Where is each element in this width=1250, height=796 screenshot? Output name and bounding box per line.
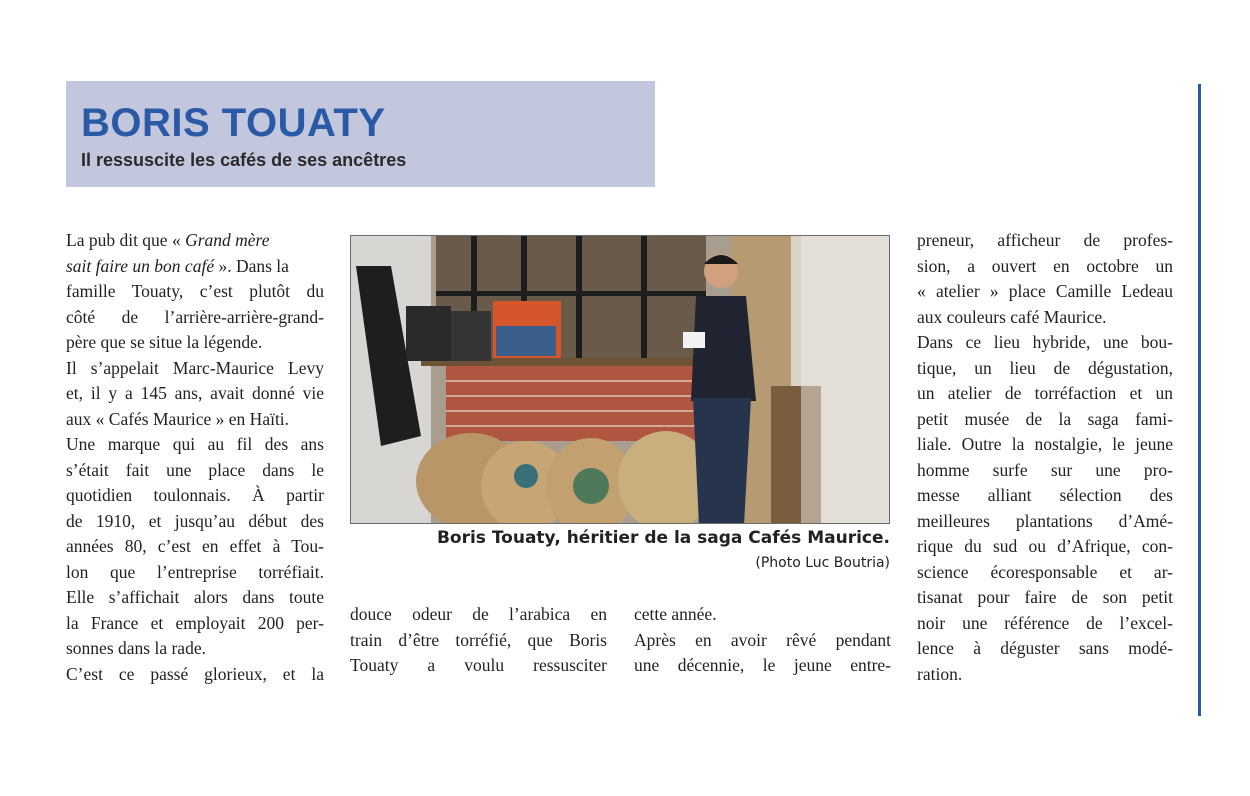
article-column-1 — [66, 228, 324, 687]
text-line: sonnes dans la rade. — [66, 638, 206, 658]
column-rule — [1198, 84, 1201, 716]
text-line: petit musée de la saga fami- — [917, 408, 1173, 429]
article-column-2 — [350, 602, 607, 679]
article-photo — [350, 235, 890, 524]
header-box — [66, 81, 655, 187]
text-line: la France et employait 200 per- — [66, 612, 324, 633]
text-line: père que se situe la légende. — [66, 332, 263, 352]
text-line: Il s’appelait Marc-Maurice Levy — [66, 357, 324, 378]
subheadline: Il ressuscite les cafés de ses ancêtres — [81, 150, 407, 170]
text-line: aux « Cafés Maurice » en Haïti. — [66, 408, 290, 429]
text-line: lence à déguster sans modé- — [917, 638, 1173, 658]
text-line: tique, un lieu de dégustation, — [917, 357, 1173, 378]
photo-caption: Boris Touaty, héritier de la saga Cafés Maurice. — [436, 528, 890, 548]
text-line: douce odeur de l’arabica en — [350, 604, 607, 624]
text-line: C’est ce passé glorieux, et la — [66, 663, 324, 684]
text-line: sait faire un bon café ». Dans la — [66, 255, 289, 276]
text-line: noir une référence de l’excel- — [917, 612, 1173, 633]
text-line: preneur, afficheur de profes- — [917, 230, 1173, 250]
text-line: « atelier » place Camille Ledeau — [917, 281, 1173, 301]
text-line: liale. Outre la nostalgie, le jeune — [917, 434, 1173, 454]
text-line: messe alliant sélection des — [917, 485, 1173, 505]
text-line: cette année. — [634, 604, 717, 624]
text-line: homme surfe sur une pro- — [917, 459, 1173, 480]
text-line: quotidien toulonnais. À partir — [66, 485, 324, 505]
text-line: famille Touaty, c’est plutôt du — [66, 281, 324, 301]
text-line: années 80, c’est en effet à Tou- — [66, 536, 324, 556]
text-line: et, il y a 145 ans, avait donné vie — [66, 383, 324, 403]
text-line: sion, a ouvert en octobre un — [917, 255, 1173, 276]
text-line: côté de l’arrière-arrière-grand- — [66, 306, 324, 327]
text-line: science écoresponsable et ar- — [917, 561, 1173, 582]
text-line: lon que l’entreprise torréfiait. — [66, 561, 324, 582]
text-line: Une marque qui au fil des ans — [66, 434, 324, 454]
text-line: Elle s’affichait alors dans toute — [66, 587, 324, 607]
text-line: Touaty a voulu ressusciter — [350, 655, 607, 675]
text-line: La pub dit que « Grand mère — [66, 230, 270, 250]
text-line: aux couleurs café Maurice. — [917, 306, 1107, 327]
photo-credit: (Photo Luc Boutria) — [755, 555, 890, 571]
text-line: train d’être torréfié, que Boris — [350, 629, 607, 650]
text-line: tisanat pour faire de son petit — [917, 587, 1173, 607]
text-line: de 1910, et jusqu’au début des — [66, 510, 324, 531]
text-line: un atelier de torréfaction et un — [917, 383, 1173, 403]
text-line: meilleures plantations d’Amé- — [917, 510, 1173, 531]
text-line: une décennie, le jeune entre- — [634, 655, 891, 675]
article-column-4 — [917, 228, 1173, 687]
text-line: rique du sud ou d’Afrique, con- — [917, 536, 1173, 556]
headline: BORIS TOUATY — [81, 101, 386, 145]
text-line: s’était fait une place dans le — [66, 459, 324, 480]
text-line: Après en avoir rêvé pendant — [634, 629, 891, 650]
text-line: ration. — [917, 663, 963, 684]
text-line: Dans ce lieu hybride, une bou- — [917, 332, 1173, 352]
article-column-3 — [634, 602, 891, 679]
